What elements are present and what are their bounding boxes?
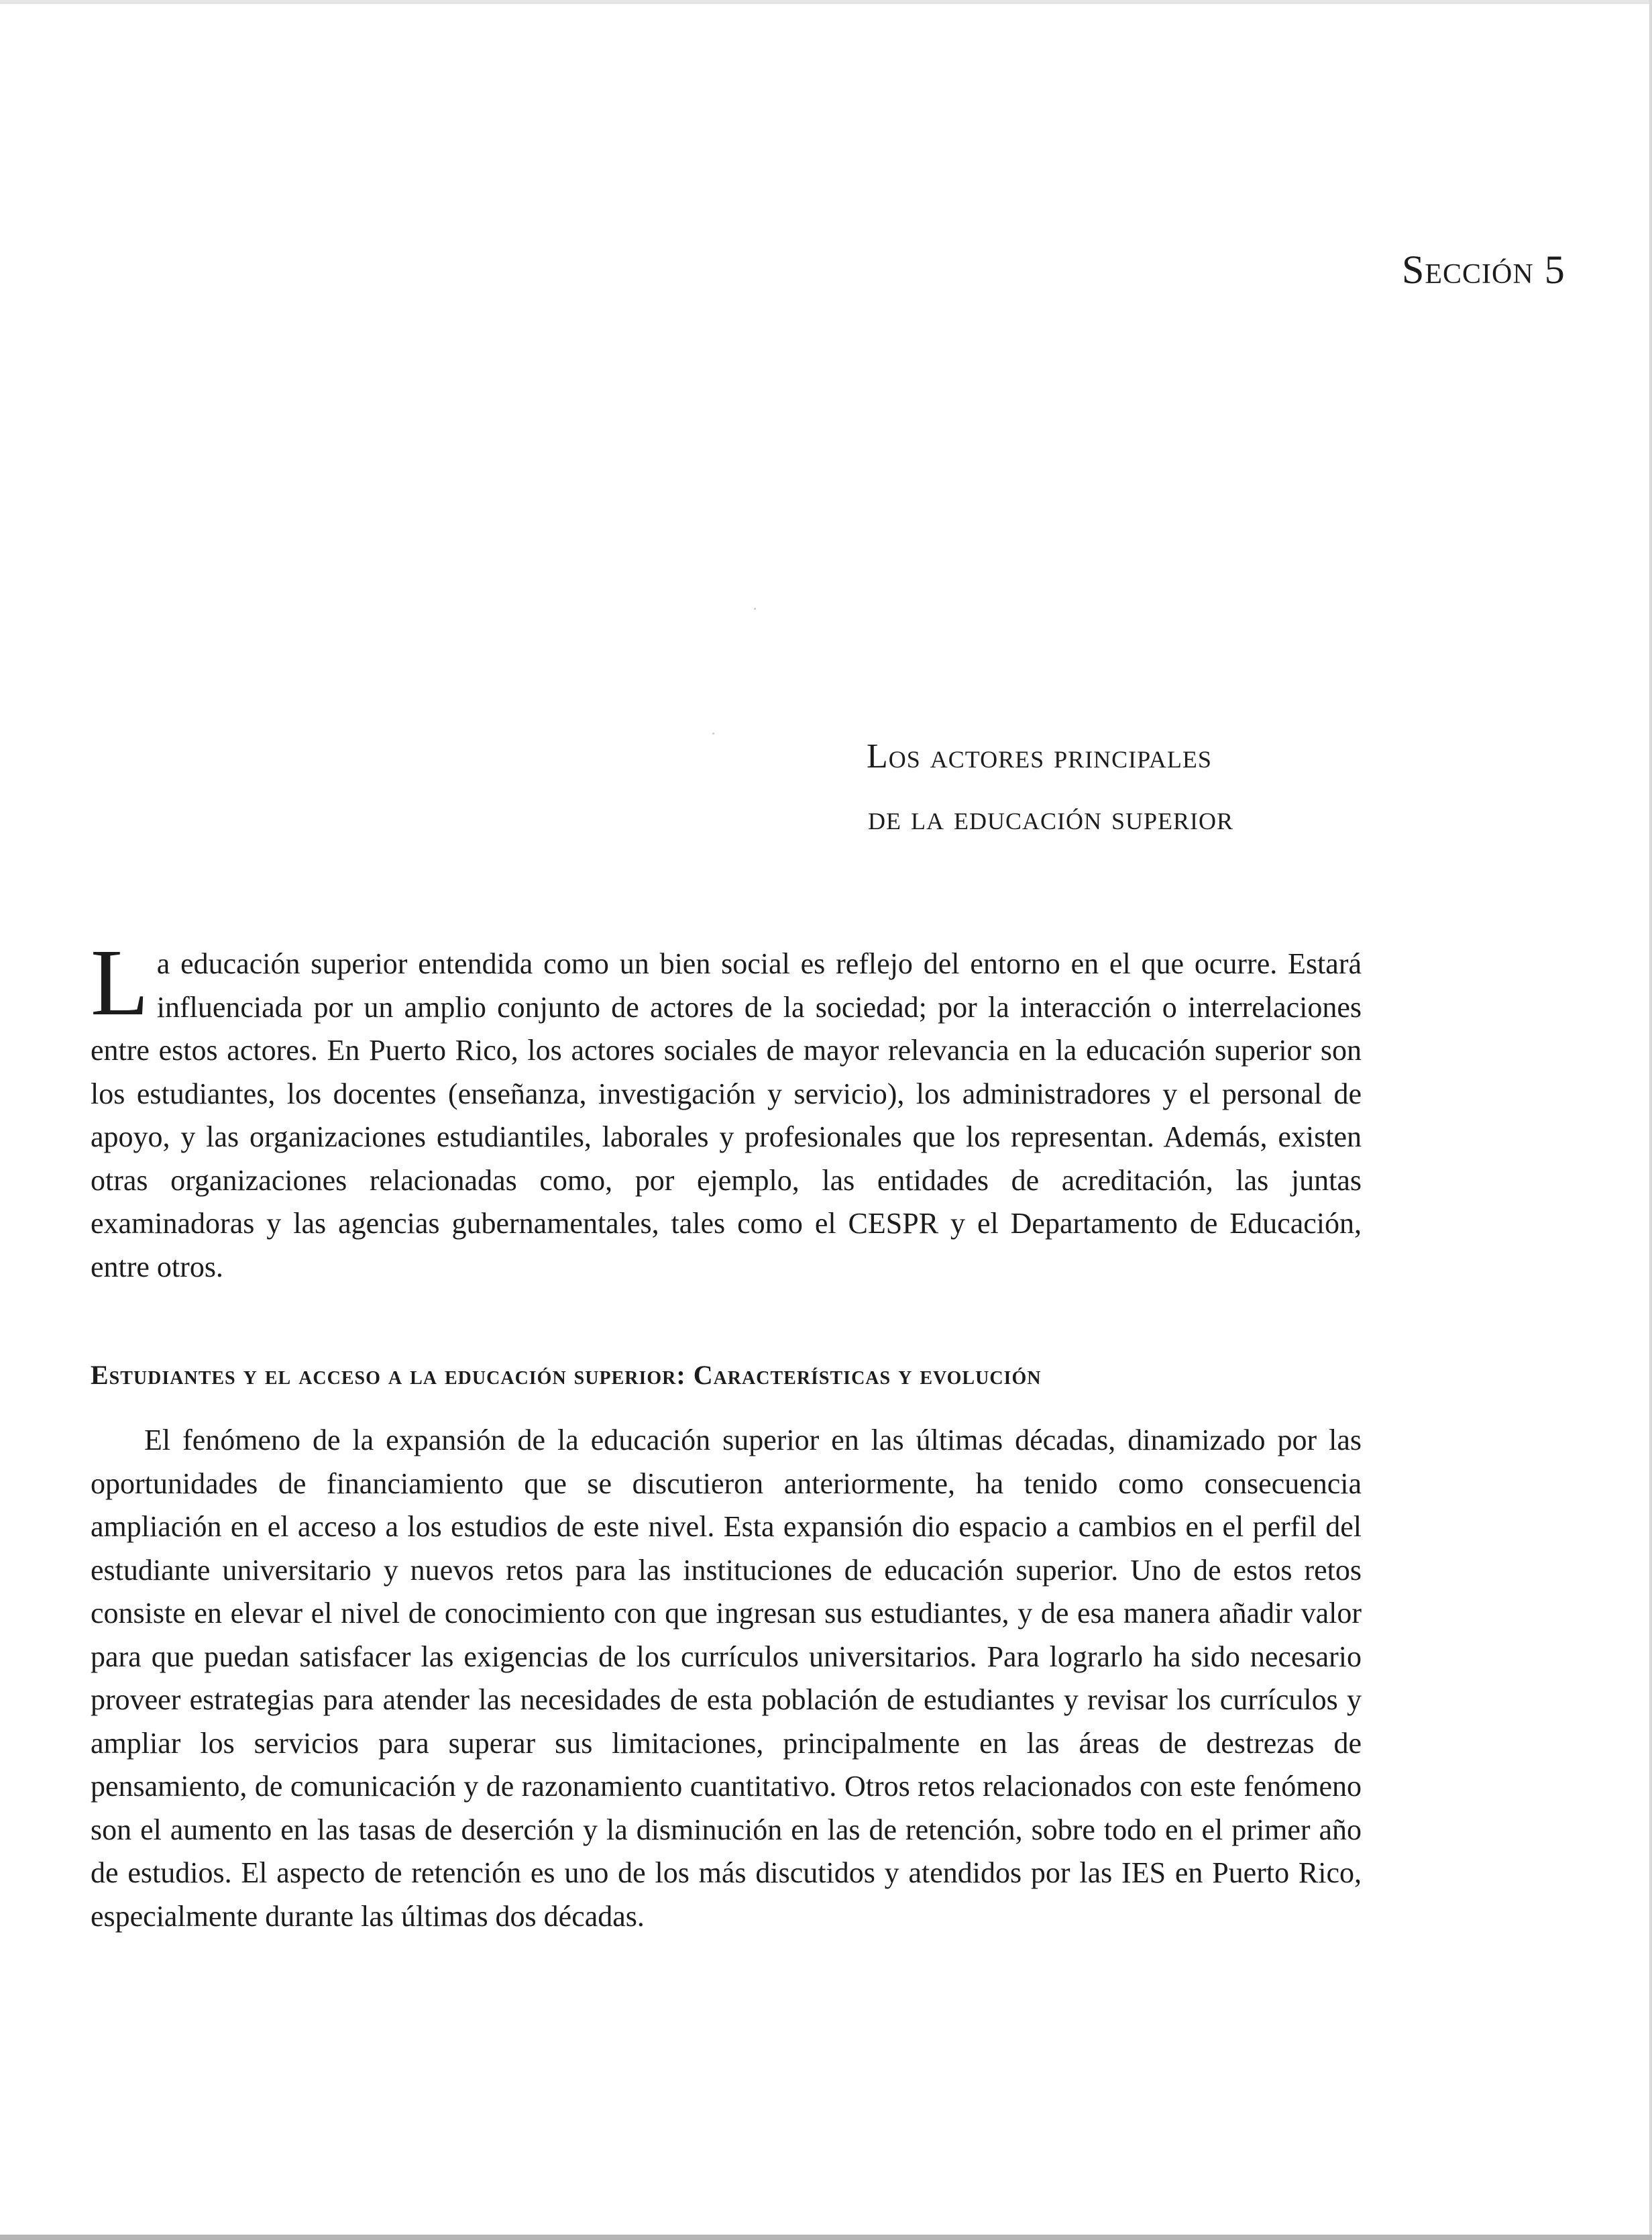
section-heading: Estudiantes y el acceso a la educación superior: Características y evolución — [91, 1360, 1042, 1390]
intro-paragraph — [91, 929, 1362, 1289]
scan-speck — [712, 733, 714, 735]
page-edge-right — [1649, 0, 1652, 2240]
chapter-title-line1: Los actores principales — [867, 737, 1212, 776]
page-edge-bottom — [0, 2235, 1652, 2240]
section-label: Sección 5 — [1402, 248, 1565, 292]
drop-cap: L — [91, 929, 149, 1035]
chapter-title — [867, 726, 1233, 849]
scan-speck — [754, 608, 756, 610]
section-paragraph: El fenómeno de la expansión de la educación superior en las últimas décadas, dinamizado por las oportunidades de financiamiento que se discutieron anteriormente, ha tenido como consecuencia ampliación en el acceso a los estudios de este nivel. Esta expansión dio espacio a cambios en el perfil del estudiante universitario y nuevos retos para las instituciones de educación superior. Uno de estos retos consiste en elevar el nivel de conocimiento con que ingresan sus estudiantes, y de esa manera añadir valor para que puedan satisfacer las exigencias de los currículos universitarios. Para lograrlo ha sido necesario proveer estrategias para atender las necesidades de esta población de estudiantes y revisar los currículos y ampliar los servicios para superar sus limitaciones, principalmente en las áreas de destrezas de pensamiento, de comunicación y de razonamiento cuantitativo. Otros retos relacionados con este fenómeno son el aumento en las tasas de deserción y la disminución en las de retención, sobre todo en el primer año de estudios. El aspecto de retención es uno de los más discutidos y atendidos por las IES en Puerto Rico, especialmente durante las últimas dos décadas. — [91, 1424, 1362, 1933]
page-edge-top — [0, 0, 1652, 4]
intro-text: a educación superior entendida como un bien social es reflejo del entorno en el que ocurre. Estará influenciada por un amplio conjunto de actores de la sociedad; por la interacción o interrelaciones entre estos actores. En Puerto Rico, los actores sociales de mayor relevancia en la educación superior son los estudiantes, los docentes (enseñanza, investigación y servicio), los administradores y el personal de apoyo, y las organizaciones estudiantiles, laborales y profesionales que los representan. Además, existen otras organizaciones relacionadas como, por ejemplo, las entidades de acreditación, las juntas examinadoras y las agencias gubernamentales, tales como el CESPR y el Departamento de Educación, entre otros. — [91, 947, 1362, 1283]
chapter-title-line2: de la educación superior — [868, 799, 1234, 837]
